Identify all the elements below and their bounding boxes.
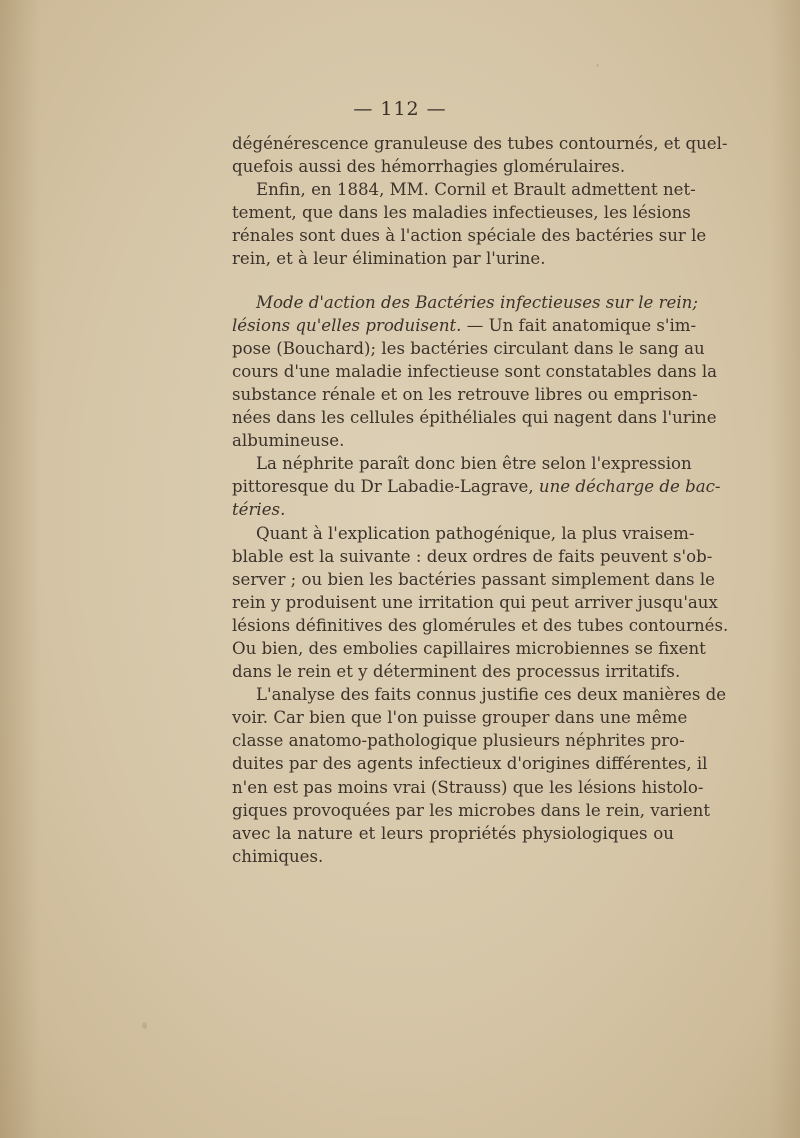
- page-number: — 112 —: [353, 98, 447, 120]
- ink-spot: [142, 1022, 147, 1029]
- text-line: La néphrite paraît donc bien être selon l'expression: [256, 454, 692, 474]
- section-heading-continued: lésions qu'elles produisent.: [232, 315, 462, 335]
- text-run: — Un fait anatomique s'im-: [461, 315, 697, 335]
- text-line: rénales sont dues à l'action spéciale des bactéries sur le: [232, 226, 707, 246]
- text-line: n'en est pas moins vrai (Strauss) que les lésions histolo-: [232, 777, 704, 797]
- text-line: substance rénale et on les retrouve libres ou emprison-: [232, 384, 698, 404]
- text-line: cours d'une maladie infectieuse sont constatables dans la: [232, 361, 718, 381]
- text-line: blable est la suivante : deux ordres de faits peuvent s'ob-: [232, 546, 713, 566]
- text-line: [232, 314, 697, 337]
- text-line: classe anatomo-pathologique plusieurs néphrites pro-: [232, 731, 685, 751]
- text-line: chimiques.: [232, 846, 324, 866]
- text-run: pittoresque du Dr Labadie-Lagrave,: [232, 477, 539, 497]
- text-line: giques provoquées par les microbes dans le rein, varient: [232, 800, 711, 820]
- text-line: [232, 475, 721, 498]
- text-line: dans le rein et y déterminent des processus irritatifs.: [232, 662, 681, 682]
- text-line: L'analyse des faits connus justifie ces deux manières de: [256, 685, 727, 705]
- text-line: lésions définitives des glomérules et des tubes contournés.: [232, 615, 729, 635]
- text-line: pose (Bouchard); les bactéries circulant dans le sang au: [232, 338, 705, 358]
- text-line: duites par des agents infectieux d'origines différentes, il: [232, 754, 708, 774]
- section-heading: Mode d'action des Bactéries infectieuses sur le rein;: [256, 292, 698, 312]
- text-line: Ou bien, des embolies capillaires microbiennes se fixent: [232, 638, 706, 658]
- body-text: [232, 132, 729, 868]
- page-edge-shadow-right: [770, 0, 800, 1138]
- text-line: Quant à l'explication pathogénique, la plus vraisem-: [256, 523, 695, 543]
- section-gap: [232, 271, 674, 291]
- text-line: tement, que dans les maladies infectieuses, les lésions: [232, 203, 691, 223]
- text-line: Enfin, en 1884, MM. Cornil et Brault admettent net-: [256, 180, 696, 200]
- italic-quote-end: téries.: [232, 500, 286, 520]
- page-edge-shadow-left: [0, 0, 40, 1138]
- text-line: albumineuse.: [232, 431, 345, 451]
- text-line: voir. Car bien que l'on puisse grouper dans une même: [232, 708, 688, 728]
- text-line: nées dans les cellules épithéliales qui nagent dans l'urine: [232, 408, 717, 428]
- text-line: rein y produisent une irritation qui peut arriver jusqu'aux: [232, 592, 718, 612]
- ink-spot: [596, 64, 599, 67]
- text-line: quefois aussi des hémorrhagies glomérulaires.: [232, 157, 626, 177]
- text-line: dégénérescence granuleuse des tubes contournés, et quel-: [232, 134, 728, 153]
- section-heading-line: [232, 291, 698, 314]
- text-line: [232, 498, 674, 521]
- text-line: server ; ou bien les bactéries passant simplement dans le: [232, 569, 715, 589]
- italic-quote: une décharge de bac-: [538, 477, 721, 497]
- text-line: avec la nature et leurs propriétés physiologiques ou: [232, 823, 674, 843]
- text-line: rein, et à leur élimination par l'urine.: [232, 249, 546, 269]
